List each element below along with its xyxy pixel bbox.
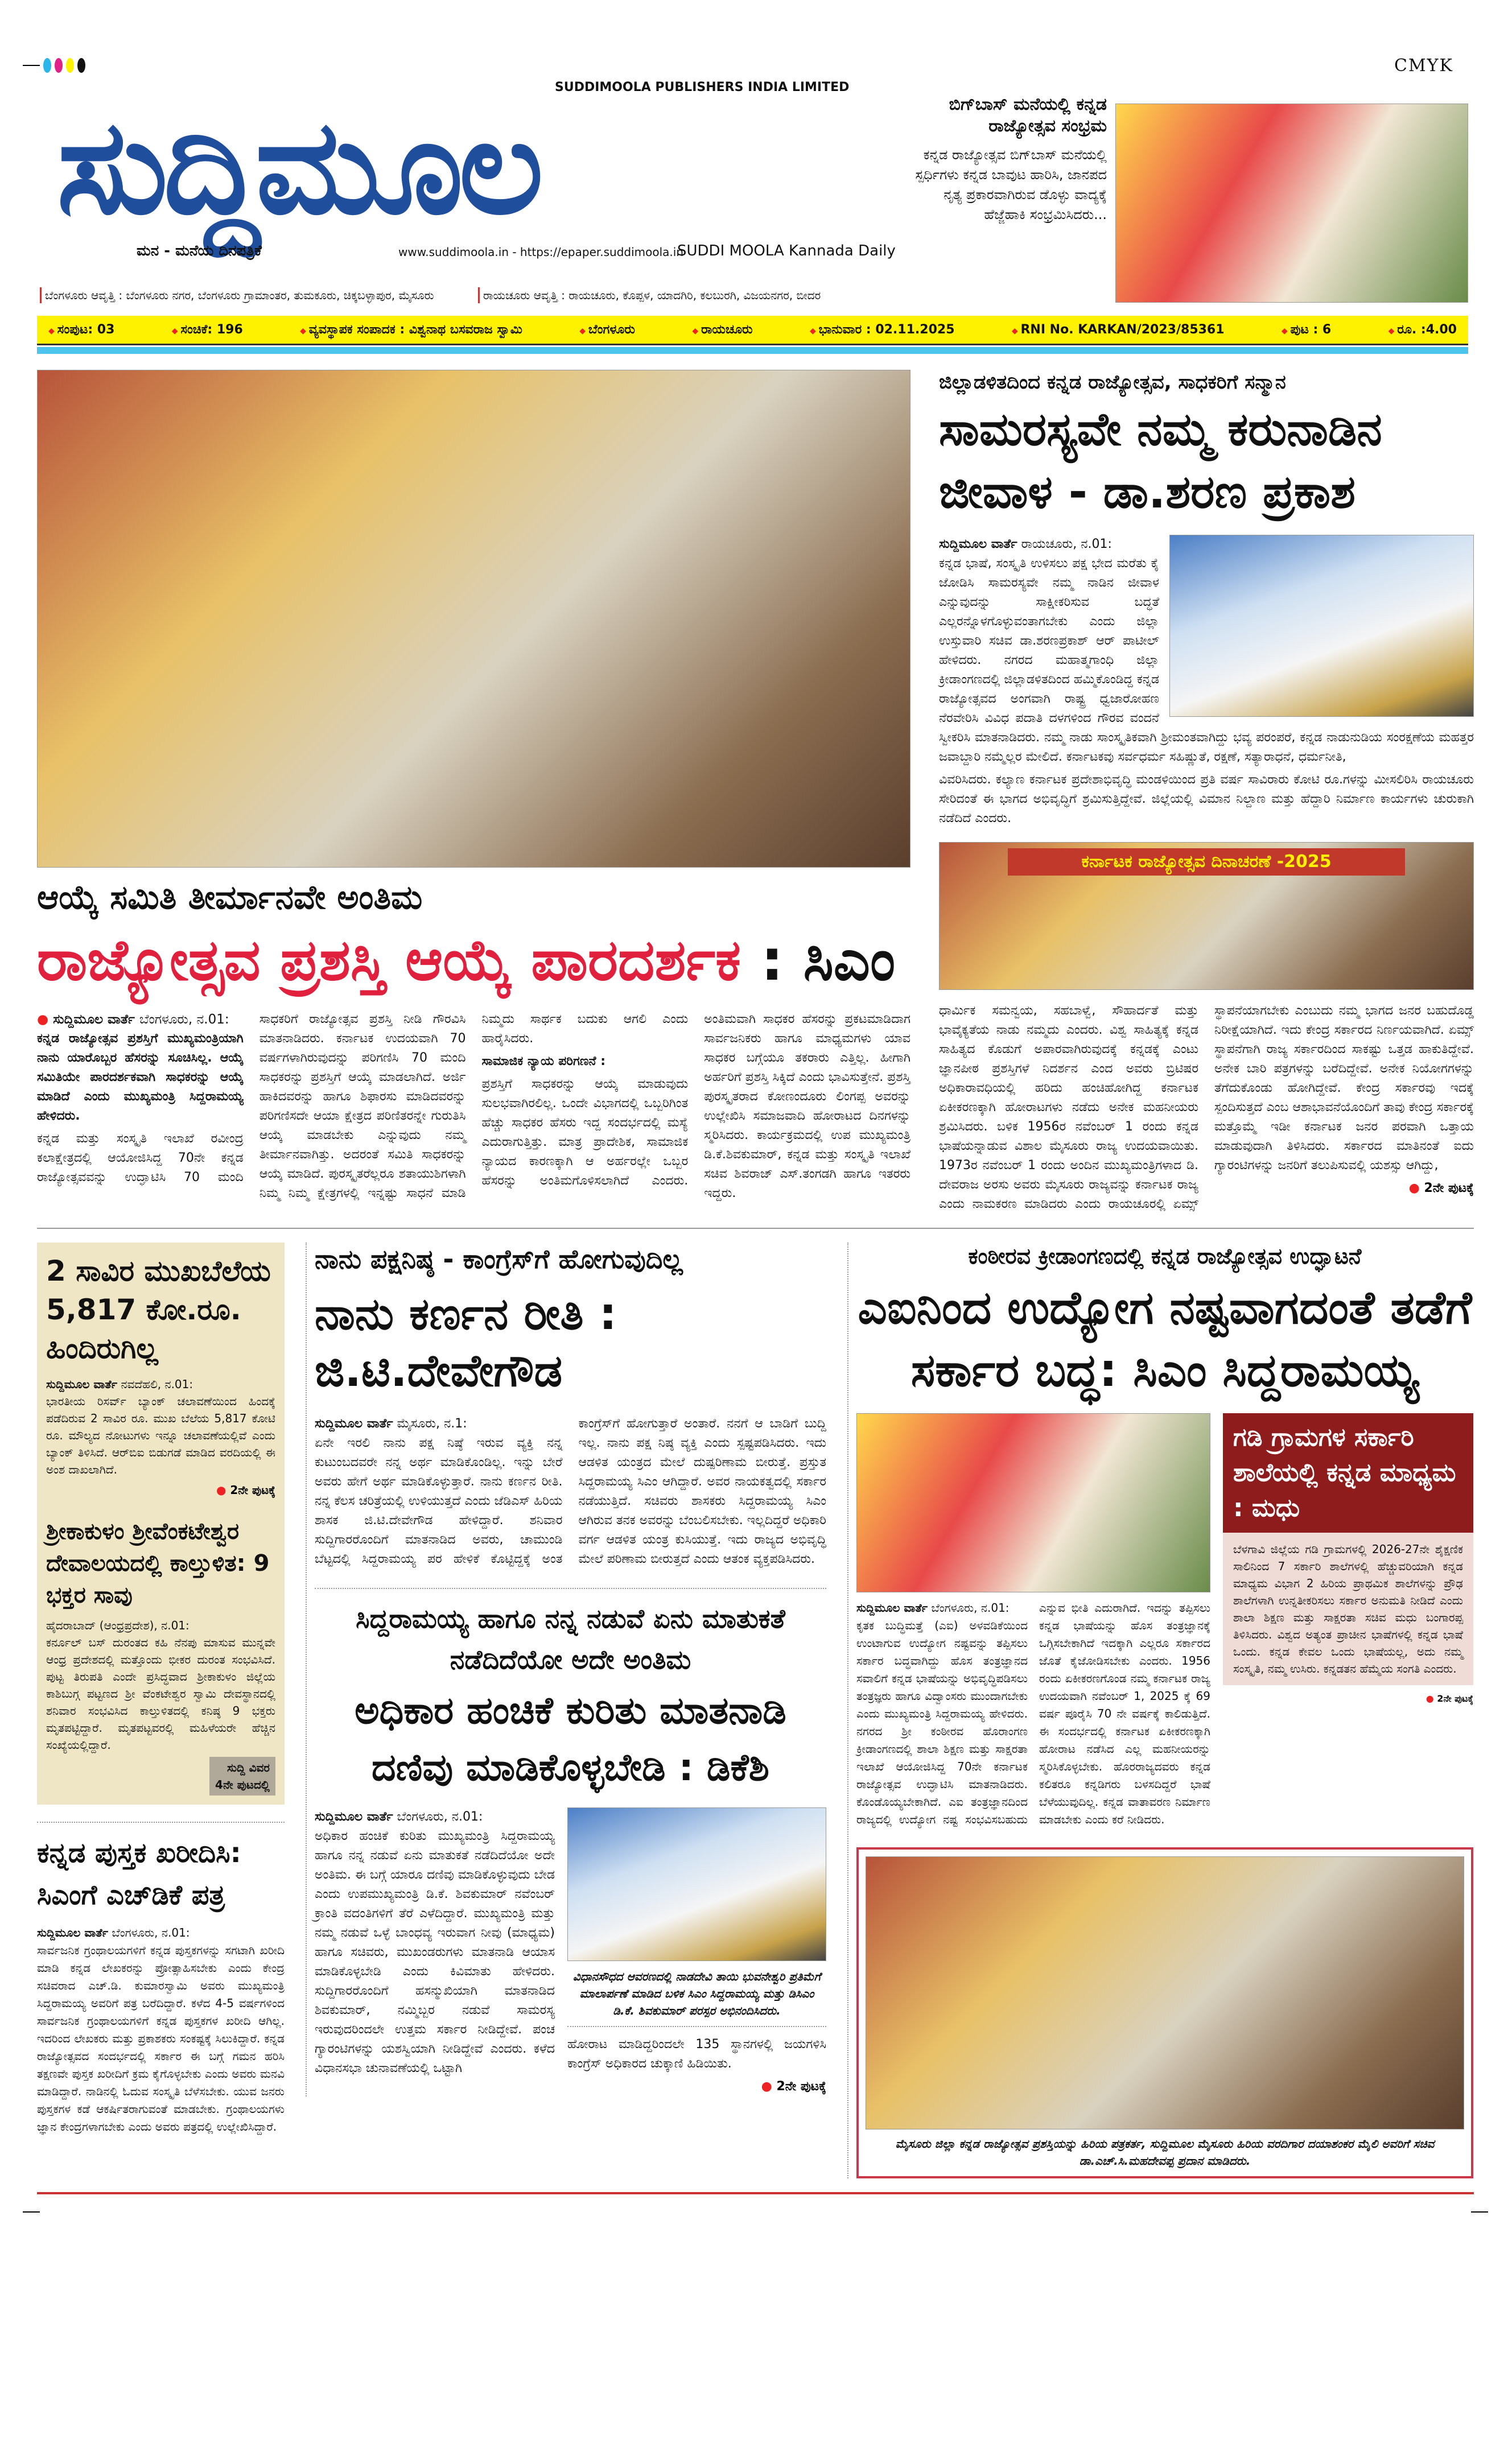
lead-headline: ರಾಜ್ಯೋತ್ಸವ ಪ್ರಶಸ್ತಿ ಆಯ್ಕೆ ಪಾರದರ್ಶಕ <box>37 927 741 994</box>
raichur-kicker: ಜಿಲ್ಲಾಡಳಿತದಿಂದ ಕನ್ನಡ ರಾಜ್ಯೋತ್ಸವ, ಸಾಧಕರಿಗೆ ಸನ್ಮಾನ <box>939 371 1286 394</box>
dks-headline: ಅಧಿಕಾರ ಹಂಚಿಕೆ ಕುರಿತು ಮಾತನಾಡಿ ದಣಿವು ಮಾಡಿಕೊಳ್ಳಬೇಡಿ : ಡಿಕೆಶಿ <box>355 1688 786 1789</box>
crop-mark <box>23 2211 40 2213</box>
rbi-body: ಭಾರತೀಯ ರಿಸರ್ವ್ ಬ್ಯಾಂಕ್ ಚಲಾವಣೆಯಿಂದ ಹಿಂದಕ್ಕೆ ಪಡೆದಿರುವ 2 ಸಾವಿರ ರೂ. ಮುಖ ಬೆಲೆಯ 5,817 ಕೋಟಿ ರೂ. ಮೌಲ್ಯದ ನೋಟುಗಳು ಇನ್ನೂ ಚಲಾವಣೆಯಲ್ಲಿವೆ ಎಂದು ಬ್ಯಾಂಕ್ ತಿಳಿಸಿದೆ. ಆರ್‌ಬಿಐ ಬಿಡುಗಡೆ ಮಾಡಿದ ವರದಿಯಲ್ಲಿ ಈ ಅಂಶ ದಾಖಲಾಗಿದೆ. <box>46 1394 275 1477</box>
bigboss-photo <box>1115 104 1468 303</box>
raichur-body-lower: ಧಾರ್ಮಿಕ ಸಮನ್ವಯ, ಸಹಬಾಳ್ವೆ, ಸೌಹಾರ್ದತೆ ಮತ್ತು ಭಾವೈಕ್ಯತೆಯ ನಾಡು ನಮ್ಮದು ಎಂದರು. ವಿಶ್ವ ಸಾಹಿತ್ಯಕ್ಕೆ ಕನ್ನಡ ಸಾಹಿತ್ಯದ ಕೊಡುಗೆ ಅಪಾರವಾಗಿರುವುದಕ್ಕೆ ಕನ್ನಡಕ್ಕೆ ಎಂಟು ಜ್ಞಾನಪೀಠ ಪ್ರಶಸ್ತಿಗಳೆ ನಿದರ್ಶನ ಎಂದ ಅವರು ಬ್ರಿಟಿಷರ ಅಧಿಕಾರಾವಧಿಯಲ್ಲಿ ಹರಿದು ಹಂಚಿಹೋಗಿದ್ದ ಕರ್ನಾಟಕ ಏಕೀಕರಣಕ್ಕಾಗಿ ಹೋರಾಟಗಳು ನಡೆದು ಅನೇಕ ಮಹನೀಯರು ಶ್ರಮಿಸಿದರು. ಬಳಿಕ 1956ರ ನವೆಂಬರ್ 1 ರಂದು ಕನ್ನಡ ಭಾಷೆಯನ್ನಾಡುವ ವಿಶಾಲ ಮೈಸೂರು ರಾಜ್ಯ ಉದಯವಾಯಿತು. 1973ರ ನವೆಂಬರ್ 1 ರಂದು ಅಂದಿನ ಮುಖ್ಯಮಂತ್ರಿಗಳಾದ ಡಿ. ದೇವರಾಜ ಅರಸು ಅವರು ಮೈಸೂರು ರಾಜ್ಯವನ್ನು ಕರ್ನಾಟಕ ರಾಜ್ಯ ಎಂದು ನಾಮಕರಣ ಮಾಡಿದರು ಎಂದು ರಾಯಚೂರಲ್ಲಿ ಏಮ್ಸ್ ಸ್ಥಾಪನೆಯಾಗಬೇಕು ಎಂಬುದು ನಮ್ಮ ಭಾಗದ ಜನರ ಬಹುದೊಡ್ಡ ನಿರೀಕ್ಷೆಯಾಗಿದೆ. ಇದು ಕೇಂದ್ರ ಸರ್ಕಾರದ ನಿರ್ಣಯವಾಗಿದೆ. ಏಮ್ಸ್ ಸ್ಥಾಪನೆಗಾಗಿ ರಾಜ್ಯ ಸರ್ಕಾರದಿಂದ ಸಾಕಷ್ಟು ಒತ್ತಡ ಹಾಕುತಿದ್ದೇವೆ. ಅನೇಕ ಬಾರಿ ಪತ್ರಗಳನ್ನು ಬರೆದಿದ್ದೇವೆ. ಅನೇಕ ನಿಯೋಗಗಳನ್ನು ತೆಗೆದುಕೊಂಡು ಹೋಗಿದ್ದೇವೆ. ಕೇಂದ್ರ ಸರ್ಕಾರವು ಇದಕ್ಕೆ ಸ್ಪಂದಿಸುತ್ತದೆ ಎಂಬ ಆಶಾಭಾವನೆಯೊಂದಿಗೆ ತಾವು ಕೇಂದ್ರ ಸರ್ಕಾರಕ್ಕೆ ಮತ್ತೊಮ್ಮೆ ಇಡೀ ಕರ್ನಾಟಕ ಜನರ ಪರವಾಗಿ ಒತ್ತಾಯ ಮಾಡುವುದಾಗಿ ತಿಳಿಸಿದರು. ಸರ್ಕಾರದ ಮಾತಿನಂತೆ ಐದು ಗ್ಯಾರಂಟಿಗಳನ್ನು ಜನರಿಗೆ ತಲುಪಿಸುವಲ್ಲಿ ಯಶಸ್ಸು ಆಗಿದ್ದು, <box>939 1004 1474 1212</box>
continued-link[interactable]: ● 2ನೇ ಪುಟಕ್ಕೆ <box>1214 1179 1474 1198</box>
dks-body: ಅಧಿಕಾರ ಹಂಚಿಕೆ ಕುರಿತು ಮುಖ್ಯಮಂತ್ರಿ ಸಿದ್ದರಾಮಯ್ಯ ಹಾಗೂ ನನ್ನ ನಡುವೆ ಏನು ಮಾತುಕತೆ ನಡೆದಿದೆಯೋ ಅದೇ ಅಂತಿಮ. ಈ ಬಗ್ಗೆ ಯಾರೂ ದಣಿವು ಮಾಡಿಕೊಳ್ಳುವುದು ಬೇಡ ಎಂದು ಉಪಮುಖ್ಯಮಂತ್ರಿ ಡಿ.ಕೆ. ಶಿವಕುಮಾರ್ ನವೆಂಬರ್ ಕ್ರಾಂತಿ ವದಂತಿಗಳಿಗೆ ತೆರೆ ಎಳೆದಿದ್ದಾರೆ. ಮುಖ್ಯಮಂತ್ರಿ ಮತ್ತು ನಮ್ಮ ನಡುವೆ ಒಳ್ಳೆ ಬಾಂಧವ್ಯ ಇರುವಾಗ ನೀವು (ಮಾಧ್ಯಮ) ಹಾಗೂ ಸಚಿವರು, ಮುಖಂಡರುಗಳು ಮಾತನಾಡಿ ಆಯಾಸ ಮಾಡಿಕೊಳ್ಳಬೇಡಿ ಎಂದು ಕಿವಿಮಾತು ಹೇಳಿದರು. ಸುದ್ದಿಗಾರರೊಂದಿಗೆ ಹಸನ್ಮುಖಿಯಾಗಿ ಮಾತನಾಡಿದ ಶಿವಕುಮಾರ್, ನಮ್ಮಿಬ್ಬರ ನಡುವೆ ಸಾಮರಸ್ಯ ಇರುವುದರಿಂದಲೇ ಉತ್ತಮ ಸರ್ಕಾರ ನೀಡಿದ್ದೇವೆ. ಪಂಚ ಗ್ಯಾರಂಟಿಗಳನ್ನು ಯಶಸ್ವಿಯಾಗಿ ನೀಡಿದ್ದೇವೆ ಎಂದರು. ಕಳೆದ ವಿಧಾನಸಭಾ ಚುನಾವಣೆಯಲ್ಲಿ ಒಟ್ಟಾಗಿ <box>315 1829 555 2075</box>
ai-story[interactable] <box>856 1243 1473 1401</box>
byline: ಸುದ್ದಿಮೂಲ ವಾರ್ತೆ <box>46 1377 118 1392</box>
more-details-label: ಸುದ್ದಿ ವಿವರ <box>226 1761 270 1775</box>
rbi-headline: 2 ಸಾವಿರ ಮುಖಬೆಲೆಯ 5,817 ಕೋ.ರೂ. ಹಿಂದಿರುಗಿಲ್ಲ <box>46 1254 271 1365</box>
raichur-edition: ರಾಯಚೂರು ಆವೃತ್ತಿ : ರಾಯಚೂರು, ಕೊಪ್ಪಳ, ಯಾದಗಿರಿ, ಕಲಬುರಗಿ, ವಿಜಯನಗರ, ಬೀದರ <box>478 287 821 303</box>
info-bar <box>37 316 1468 345</box>
bengaluru-edition: ಬೆಂಗಳೂರು ಆವೃತ್ತಿ : ಬೆಂಗಳೂರು ನಗರ, ಬೆಂಗಳೂರು ಗ್ರಾಮಾಂತರ, ತುಮಕೂರು, ಚಿಕ್ಕಬಳ್ಳಾಪುರ, ಮೈಸೂರು <box>40 287 434 303</box>
lead-headline-attribution: : ಸಿಎಂ <box>760 927 896 994</box>
raichur-headline: ಸಾಮರಸ್ಯವೇ ನಮ್ಮ ಕರುನಾಡಿನ ಜೀವಾಳ - ಡಾ.ಶರಣ ಪ್ರಕಾಶ <box>939 403 1382 519</box>
hdk-headline: ಕನ್ನಡ ಪುಸ್ತಕ ಖರೀದಿಸಿ: ಸಿಎಂಗೆ ಎಚ್‌ಡಿಕೆ ಪತ್ರ <box>37 1837 241 1912</box>
photo-banner: ಕರ್ನಾಟಕ ರಾಜ್ಯೋತ್ಸವ ದಿನಾಚರಣೆ -2025 <box>1008 848 1405 876</box>
price: ◆ ರೂ. :4.00 <box>1388 323 1457 337</box>
flag-hoisting-photo <box>1169 535 1474 717</box>
dks-story[interactable] <box>315 1588 826 2096</box>
gtd-headline: ನಾನು ಕರ್ಣನ ರೀತಿ : ಜಿ.ಟಿ.ದೇವೇಗೌಡ <box>315 1288 617 1397</box>
cmyk-mark: CMYK <box>1394 56 1453 76</box>
gtd-story[interactable] <box>315 1243 826 1571</box>
lead-story[interactable]: ಆಯ್ಕೆ ಸಮಿತಿ ತೀರ್ಮಾನವೇ ಅಂತಿಮ ರಾಜ್ಯೋತ್ಸವ ಪ್ರಶಸ್ತಿ ಆಯ್ಕೆ ಪಾರದರ್ಶಕ : ಸಿಎಂ ● ಸುದ್ದಿಮೂಲ ವಾರ್ತೆ ಬೆಂಗಳೂರು, ನ.01: ಕನ್ನಡ ರಾಜ್ಯೋತ್ಸವ ಪ್ರಶಸ್ತಿಗೆ ಮುಖ್ಯಮಂತ್ರಿಯಾಗಿ ನಾನು ಯಾರೊಬ್ಬರ ಹೆಸರನ್ನು ಸೂಚಿಸಿಲ್ಲ. ಆಯ್ಕೆ ಸಮಿತಿಯೇ ಪಾರದರ್ಶಕವಾಗಿ ಸಾಧಕರನ್ನು ಆಯ್ಕೆ ಮಾಡಿದೆ ಎಂದು ಮುಖ್ಯಮಂತ್ರಿ ಸಿದ್ದರಾಮಯ್ಯ ಹೇಳಿದರು. ಕನ್ನಡ ಮತ್ತು ಸಂಸ್ಕೃತಿ ಇಲಾಖೆ ರವೀಂದ್ರ ಕಲಾಕ್ಷೇತ್ರದಲ್ಲಿ ಆಯೋಜಿಸಿದ್ದ 70ನೇ ಕನ್ನಡ ರಾಜ್ಯೋತ್ಸವವನ್ನು ಉದ್ಘಾಟಿಸಿ 70 ಮಂದಿ ಸಾಧಕರಿಗೆ ರಾಜ್ಯೋತ್ಸವ ಪ್ರಶಸ್ತಿ ನೀಡಿ ಗೌರವಿಸಿ ಮಾತನಾಡಿದರು. ಕರ್ನಾಟಕ ಉದಯವಾಗಿ 70 ವರ್ಷಗಳಾಗಿರುವುದನ್ನು ಪರಿಗಣಿಸಿ 70 ಮಂದಿ ಸಾಧಕರನ್ನು ಪ್ರಶಸ್ತಿಗೆ ಆಯ್ಕೆ ಮಾಡಲಾಗಿದೆ. ಅರ್ಜಿ ಹಾಕಿದವರನ್ನು ಹಾಗೂ ಶಿಫಾರಸು ಮಾಡಿದವರನ್ನು ಪರಿಗಣಿಸದೇ ಆಯಾ ಕ್ಷೇತ್ರದ ಪರಿಣಿತರನ್ನೇ ಗುರುತಿಸಿ ಆಯ್ಕೆ ಮಾಡಬೇಕು ಎನ್ನುವುದು ನಮ್ಮ ತೀರ್ಮಾನವಾಗಿತ್ತು. ಅದರಂತೆ ಸಮಿತಿ ಸಾಧಕರನ್ನು ಆಯ್ಕೆ ಮಾಡಿದೆ. ಪುರಸ್ಕೃತರೆಲ್ಲರೂ ಶತಾಯುಶಿಗಳಾಗಿ ನಿಮ್ಮ ನಿಮ್ಮ ಕ್ಷೇತ್ರಗಳಲ್ಲಿ ಇನ್ನಷ್ಟು ಸಾಧನೆ ಮಾಡಿ ನಿಮ್ಮದು ಸಾರ್ಥಕ ಬದುಕು ಆಗಲಿ ಎಂದು ಹಾರೈಸಿದರು. ಸಾಮಾಜಿಕ ನ್ಯಾಯ ಪರಿಗಣನೆ : ಪ್ರಶಸ್ತಿಗೆ ಸಾಧಕರನ್ನು ಆಯ್ಕೆ ಮಾಡುವುದು ಸುಲಭವಾಗಿರಲಿಲ್ಲ. ಒಂದೇ ವಿಭಾಗದಲ್ಲಿ ಒಬ್ಬರಿಗಿಂತ ಹೆಚ್ಚು ಸಾಧಕರ ಹೆಸರು ಇದ್ದ ಸಂದರ್ಭದಲ್ಲಿ ಮಸ್ಯೆ ಎದುರಾಗುತ್ತಿತ್ತು. ಮಾತ್ರ ಪ್ರಾದೇಶಿಕ, ಸಾಮಾಜಿಕ ನ್ಯಾಯದ ಕಾರಣಕ್ಕಾಗಿ ಆ ಅರ್ಹರಲ್ಲೇ ಒಬ್ಬರ ಹೆಸರನ್ನು ಅಂತಿಮಗೊಳಿಸಲಾಗಿದೆ ಎಂದರು. ಅಂತಿಮವಾಗಿ ಸಾಧಕರ ಹೆಸರನ್ನು ಪ್ರಕಟಮಾಡಿದಾಗ ಸಾರ್ವಜನಿಕರು ಹಾಗೂ ಮಾಧ್ಯಮಗಳು ಯಾವ ಸಾಧಕರ ಬಗ್ಗೆಯೂ ತಕರಾರು ಎತ್ತಿಲ್ಲ. ಹೀಗಾಗಿ ಅರ್ಹರಿಗೆ ಪ್ರಶಸ್ತಿ ಸಿಕ್ಕಿದೆ ಎಂದು ಭಾವಿಸುತ್ತೇನೆ. ಪ್ರಶಸ್ತಿ ಪುರಸ್ಕೃತರಾದ ಕೋಣಂದೂರು ಲಿಂಗಪ್ಪ ಅವರನ್ನು ಉಲ್ಲೇಖಿಸಿ ಸಮಾಜವಾದಿ ಹೋರಾಟದ ದಿನಗಳನ್ನು ಸ್ಮರಿಸಿದರು. ಕಾರ್ಯಕ್ರಮದಲ್ಲಿ ಉಪ ಮುಖ್ಯಮಂತ್ರಿ ಡಿ.ಕೆ.ಶಿವಕುಮಾರ್, ಕನ್ನಡ ಮತ್ತು ಸಂಸ್ಕೃತಿ ಇಲಾಖೆ ಸಚಿವ ಶಿವರಾಜ್ ಎಸ್.ತಂಗಡಗಿ ಹಾಗೂ ಇತರರು ಇದ್ದರು. <box>37 370 910 1203</box>
madhu-headline: ಗಡಿ ಗ್ರಾಮಗಳ ಸರ್ಕಾರಿ ಶಾಲೆಯಲ್ಲಿ ಕನ್ನಡ ಮಾಧ್ಯಮ : ಮಧು <box>1223 1413 1473 1533</box>
siddaramaiah-dks-photo <box>567 1807 826 1961</box>
dateline: ರಾಯಚೂರು, ನ.01: <box>1021 537 1112 552</box>
raichur-body: ಕನ್ನಡ ಭಾಷೆ, ಸಂಸ್ಕೃತಿ ಉಳಿಸಲು ಪಕ್ಷ ಭೇದ ಮರೆತು ಕೈ ಜೋಡಿಸಿ ಸಾಮರಸ್ಯವೇ ನಮ್ಮ ನಾಡಿನ ಜೀವಾಳ ಎನ್ನುವುದನ್ನು ಸಾಕ್ಷೀಕರಿಸುವ ಬದ್ಧತೆ ಎಲ್ಲರನ್ನೊಳಗೊಳ್ಳುವಂತಾಗಬೇಕು ಎಂದು ಜಿಲ್ಲಾ ಉಸ್ತುವಾರಿ ಸಚಿವ ಡಾ.ಶರಣಪ್ರಕಾಶ್ ಆರ್ ಪಾಟೀಲ್ ಹೇಳಿದರು. ನಗರದ ಮಹಾತ್ಮಗಾಂಧಿ ಜಿಲ್ಲಾ ಕ್ರೀಡಾಂಗಣದಲ್ಲಿ ಜಿಲ್ಲಾಡಳಿತದಿಂದ ಹಮ್ಮಿಕೊಂಡಿದ್ದ ಕನ್ನಡ ರಾಜ್ಯೋತ್ಸವದ ಅಂಗವಾಗಿ ರಾಷ್ಟ್ರ ಧ್ವಜಾರೋಹಣ ನೆರವೇರಿಸಿ ವಿವಿಧ ಪದಾತಿ ದಳಗಳಿಂದ ಗೌರವ ವಂದನೆ ಸ್ವೀಕರಿಸಿ ಮಾತನಾಡಿದರು. ನಮ್ಮ ನಾಡು ಸಾಂಸ್ಕೃತಿಕವಾಗಿ ಶ್ರೀಮಂತವಾಗಿದ್ದು ಭವ್ಯ ಪರಂಪರೆ, ಕನ್ನಡ ನಾಡುನುಡಿಯ ಸಂರಕ್ಷಣೆಯ ಮಹತ್ತರ ಜವಾಬ್ದಾರಿ ನಮ್ಮೆಲ್ಲರ ಮೇಲಿದೆ. ಕರ್ನಾಟಕವು ಸರ್ವಧರ್ಮ ಸಹಿಷ್ಣುತೆ, ರಕ್ಷಣೆ, ಸತ್ಯಾರಾಧನೆ, ಧರ್ಮನೀತಿ, <box>939 556 1474 765</box>
byline: ಸುದ್ದಿಮೂಲ ವಾರ್ತೆ <box>939 537 1017 552</box>
divider <box>37 1228 1474 1229</box>
teaser-headline: ಬಿಗ್‌ಬಾಸ್ ಮನೆಯಲ್ಲಿ ಕನ್ನಡ ರಾಜ್ಯೋತ್ಸವ ಸಂಭ್ರಮ <box>949 94 1107 136</box>
teaser[interactable] <box>899 94 1107 225</box>
more-details-badge[interactable] <box>209 1757 275 1796</box>
lead-body: ಕನ್ನಡ ಮತ್ತು ಸಂಸ್ಕೃತಿ ಇಲಾಖೆ ರವೀಂದ್ರ ಕಲಾಕ್ಷೇತ್ರದಲ್ಲಿ ಆಯೋಜಿಸಿದ್ದ 70ನೇ ಕನ್ನಡ ರಾಜ್ಯೋತ್ಸವವನ್ನು ಉದ್ಘಾಟಿಸಿ 70 ಮಂದಿ ಸಾಧಕರಿಗೆ ರಾಜ್ಯೋತ್ಸವ ಪ್ರಶಸ್ತಿ ನೀಡಿ ಗೌರವಿಸಿ ಮಾತನಾಡಿದರು. ಕರ್ನಾಟಕ ಉದಯವಾಗಿ 70 ವರ್ಷಗಳಾಗಿರುವುದನ್ನು ಪರಿಗಣಿಸಿ 70 ಮಂದಿ ಸಾಧಕರನ್ನು ಪ್ರಶಸ್ತಿಗೆ ಆಯ್ಕೆ ಮಾಡಲಾಗಿದೆ. ಅರ್ಜಿ ಹಾಕಿದವರನ್ನು ಹಾಗೂ ಶಿಫಾರಸು ಮಾಡಿದವರನ್ನು ಪರಿಗಣಿಸದೇ ಆಯಾ ಕ್ಷೇತ್ರದ ಪರಿಣಿತರನ್ನೇ ಗುರುತಿಸಿ ಆಯ್ಕೆ ಮಾಡಬೇಕು ಎನ್ನುವುದು ನಮ್ಮ ತೀರ್ಮಾನವಾಗಿತ್ತು. ಅದರಂತೆ ಸಮಿತಿ ಸಾಧಕರನ್ನು ಆಯ್ಕೆ ಮಾಡಿದೆ. ಪುರಸ್ಕೃತರೆಲ್ಲರೂ ಶತಾಯುಶಿಗಳಾಗಿ ನಿಮ್ಮ ನಿಮ್ಮ ಕ್ಷೇತ್ರಗಳಲ್ಲಿ ಇನ್ನಷ್ಟು ಸಾಧನೆ ಮಾಡಿ ನಿಮ್ಮದು ಸಾರ್ಥಕ ಬದುಕು ಆಗಲಿ ಎಂದು ಹಾರೈಸಿದರು. <box>37 1012 689 1201</box>
tagline: ಮನ - ಮನೆಯ ದಿನಪತ್ರಿಕೆ <box>137 242 262 259</box>
crop-marks <box>23 2211 1488 2213</box>
continued-link[interactable]: ● 2ನೇ ಪುಟಕ್ಕೆ <box>567 2077 826 2096</box>
ai-headline: ಎಐನಿಂದ ಉದ್ಯೋಗ ನಷ್ಟವಾಗದಂತೆ ತಡೆಗೆ ಸರ್ಕಾರ ಬದ್ಧ: ಸಿಎಂ ಸಿದ್ದರಾಮಯ್ಯ <box>858 1281 1472 1397</box>
byline: ಸುದ್ದಿಮೂಲ ವಾರ್ತೆ <box>53 1012 135 1027</box>
managing-editor: ◆ ವ್ಯವಸ್ಥಾಪಕ ಸಂಪಾದಕ : ವಿಶ್ವನಾಥ ಬಸವರಾಜ ಸ್ವಾಮಿ <box>300 323 522 337</box>
dateline: ಬೆಂಗಳೂರು, ನ.01: <box>112 1926 190 1940</box>
dateline: ಬೆಂಗಳೂರು, ನ.01: <box>931 1600 1010 1615</box>
english-name: SUDDI MOOLA Kannada Daily <box>677 242 896 259</box>
ai-kicker: ಕಂಠೀರವ ಕ್ರೀಡಾಂಗಣದಲ್ಲಿ ಕನ್ನಡ ರಾಜ್ಯೋತ್ಸವ ಉದ್ಘಾಟನೆ <box>968 1244 1362 1269</box>
dks-body-2: ಹೋರಾಟ ಮಾಡಿದ್ದರಿಂದಲೇ 135 ಸ್ಥಾನಗಳಲ್ಲಿ ಜಯಗಳಿಸಿ ಕಾಂಗ್ರೆಸ್ ಅಧಿಕಾರದ ಚುಕ್ಕಾಣಿ ಹಿಡಿಯಿತು. <box>567 2037 826 2071</box>
publisher-name: SUDDIMOOLA PUBLISHERS INDIA LIMITED <box>555 80 850 94</box>
dateline: ಬೆಂಗಳೂರು, ನ.01: <box>139 1012 229 1027</box>
crop-mark <box>1471 2211 1488 2213</box>
color-registration-dots <box>23 57 85 74</box>
bottom-rule <box>37 2192 1474 2194</box>
website: www.suddimoola.in - https://epaper.suddimoola.in <box>398 245 684 259</box>
lead-kicker: ಆಯ್ಕೆ ಸಮಿತಿ ತೀರ್ಮಾನವೇ ಅಂತಿಮ <box>37 878 423 917</box>
city-bengaluru: ◆ ಬೆಂಗಳೂರು <box>579 323 635 337</box>
dks-photo-caption: ವಿಧಾನಸೌಧದ ಆವರಣದಲ್ಲಿ ನಾಡದೇವಿ ತಾಯಿ ಭುವನೇಶ್ವರಿ ಪ್ರತಿಮೆಗೆ ಮಾಲಾರ್ಪಣೆ ಮಾಡಿದ ಬಳಿಕ ಸಿಎಂ ಸಿದ್ದರಾಮಯ್ಯ ಮತ್ತು ಡಿಸಿಎಂ ಡಿ.ಕೆ. ಶಿವಕುಮಾರ್ ಪರಸ್ಪರ ಅಭಿನಂದಿಸಿದರು. <box>567 1961 826 2027</box>
byline: ಸುದ್ದಿಮೂಲ ವಾರ್ತೆ <box>315 1416 393 1431</box>
teaser-text: ಕನ್ನಡ ರಾಜ್ಯೋತ್ಸವ ಬಿಗ್‌ಬಾಸ್ ಮನೆಯಲ್ಲಿ ಸ್ಪರ್ಧಿಗಳು ಕನ್ನಡ ಬಾವುಟ ಹಾರಿಸಿ, ಜಾನಪದ ನೃತ್ಯ ಪ್ರಕಾರವಾಗಿರುವ ಡೊಳ್ಳು ವಾದ್ಯಕ್ಕೆ ಹೆಜ್ಜೆಹಾಕಿ ಸಂಭ್ರಮಿಸಿದರು... <box>915 147 1107 222</box>
stampede-body: ಕರ್ನೂಲ್ ಬಸ್ ದುರಂತದ ಕಹಿ ನೆನಪು ಮಾಸುವ ಮುನ್ನವೇ ಆಂಧ್ರ ಪ್ರದೇಶದಲ್ಲಿ ಮತ್ತೊಂದು ಭೀಕರ ದುರಂತ ಸಂಭವಿಸಿದೆ. ಪುಟ್ಟ ತಿರುಪತಿ ಎಂದೇ ಪ್ರಸಿದ್ಧವಾದ ಶ್ರೀಕಾಕುಳಂ ಜಿಲ್ಲೆಯ ಕಾಶಿಬುಗ್ಗ ಪಟ್ಟಣದ ಶ್ರೀ ವೆಂಕಟೇಶ್ವರ ಸ್ವಾಮಿ ದೇವಸ್ಥಾನದಲ್ಲಿ ಶನಿವಾರ ಸಂಭವಿಸಿದ ಕಾಲ್ತುಳಿತದಲ್ಲಿ ಕನಿಷ್ಠ 9 ಭಕ್ತರು ಮೃತಪಟ್ಟಿದ್ದಾರೆ. ಮೃತಪಟ್ಟವರಲ್ಲಿ ಮಹಿಳೆಯರೇ ಹೆಚ್ಚಿನ ಸಂಖ್ಯೆಯಲ್ಲಿದ್ದಾರೆ. <box>46 1636 275 1752</box>
gtd-body: ಏನೇ ಇರಲಿ ನಾನು ಪಕ್ಷ ನಿಷ್ಠೆ ಇರುವ ವ್ಯಕ್ತಿ ನನ್ನ ಕುಟುಂಬದವರೇ ನನ್ನ ಅರ್ಥ ಮಾಡಿಕೊಂಡಿಲ್ಲ. ಇನ್ನು ಬೇರೆ ಅವರು ಹೇಗೆ ಅರ್ಥ ಮಾಡಿಕೊಳ್ಳುತ್ತಾರೆ. ನಾನು ಕರ್ಣನ ರೀತಿ. ನನ್ನ ಕೆಲಸ ಚರಿತ್ರೆಯಲ್ಲಿ ಉಳಿಯುತ್ತದೆ ಎಂದು ಜೆಡಿಎಸ್ ಹಿರಿಯ ಶಾಸಕ ಜಿ.ಟಿ.ದೇವೇಗೌಡ ಹೇಳಿದ್ದಾರೆ. ಶನಿವಾರ ಸುದ್ದಿಗಾರರೊಂದಿಗೆ ಮಾತನಾಡಿದ ಅವರು, ಚಾಮುಂಡಿ ಬೆಟ್ಟದಲ್ಲಿ ಸಿದ್ದರಾಮಯ್ಯ ಪರ ಹೇಳಿಕೆ ಕೊಟ್ಟಿದ್ದಕ್ಕೆ ಅಂತ ಕಾಂಗ್ರೆಸ್‌ಗೆ ಹೋಗುತ್ತಾರೆ ಅಂತಾರೆ. ನನಗೆ ಆ ಬಾಡಿಗೆ ಬುದ್ದಿ ಇಲ್ಲ. ನಾನು ಪಕ್ಷ ನಿಷ್ಠ ವ್ಯಕ್ತಿ ಎಂದು ಸ್ಪಷ್ಟಪಡಿಸಿದರು. ಇದು ಆಡಳಿತ ಯಂತ್ರದ ಮೇಲೆ ದುಷ್ಪರಿಣಾಮ ಬೀರುತ್ತೆ. ಪ್ರಸ್ತುತ ಸಿದ್ದರಾಮಯ್ಯ ಸಿಎಂ ಆಗಿದ್ದಾರೆ. ಅವರ ನಾಯಕತ್ವದಲ್ಲಿ ಸರ್ಕಾರ ನಡೆಯುತ್ತಿದೆ. ಸಚಿವರು ಶಾಸಕರು ಸಿದ್ದರಾಮಯ್ಯ ಸಿಎಂ ಆಗಿರುವ ತನಕ ಅವರನ್ನು ಬೆಂಬಲಿಸಬೇಕು. ಇಲ್ಲದಿದ್ದರೆ ಅಧಿಕಾರಿ ವರ್ಗ ಆಡಳಿತ ಯಂತ್ರ ಕುಸಿಯುತ್ತೆ. ಇದು ರಾಜ್ಯದ ಅಭಿವೃದ್ಧಿ ಮೇಲೆ ಪರಿಣಾಮ ಬೀರುತ್ತದೆ ಎಂದು ಆತಂಕ ವ್ಯಕ್ತಪಡಿಸಿದರು. <box>315 1416 826 1566</box>
column-rule <box>306 1243 826 2096</box>
date: ◆ ಭಾನುವಾರ : 02.11.2025 <box>810 323 954 337</box>
mysuru-award-photo <box>866 1856 1464 2129</box>
column-rule <box>847 1243 1473 2178</box>
lead-intro: ಕನ್ನಡ ರಾಜ್ಯೋತ್ಸವ ಪ್ರಶಸ್ತಿಗೆ ಮುಖ್ಯಮಂತ್ರಿಯಾಗಿ ನಾನು ಯಾರೊಬ್ಬರ ಹೆಸರನ್ನು ಸೂಚಿಸಿಲ್ಲ. ಆಯ್ಕೆ ಸಮಿತಿಯೇ ಪಾರದರ್ಶಕವಾಗಿ ಸಾಧಕರನ್ನು ಆಯ್ಕೆ ಮಾಡಿದೆ ಎಂದು ಮುಖ್ಯಮಂತ್ರಿ ಸಿದ್ದರಾಮಯ್ಯ ಹೇಳಿದರು. <box>37 1031 244 1124</box>
madhu-body: ಬೆಳಗಾವಿ ಜಿಲ್ಲೆಯ ಗಡಿ ಗ್ರಾಮಗಳಲ್ಲಿ 2026-27ನೇ ಶೈಕ್ಷಣಿಕ ಸಾಲಿನಿಂದ 7 ಸರ್ಕಾರಿ ಶಾಲೆಗಳಲ್ಲಿ ಹೆಚ್ಚುವರಿಯಾಗಿ ಕನ್ನಡ ಮಾಧ್ಯಮ ವಿಭಾಗ 2 ಹಿರಿಯ ಪ್ರಾಥಮಿಕ ಶಾಲೆಗಳನ್ನು ಪ್ರೌಢ ಶಾಲೆಗಳಾಗಿ ಉನ್ನತೀಕರಿಸಲು ಸರ್ಕಾರ ಅನುಮತಿ ನೀಡಿದೆ ಎಂದು ಶಾಲಾ ಶಿಕ್ಷಣ ಮತ್ತು ಸಾಕ್ಷರತಾ ಸಚಿವ ಮಧು ಬಂಗಾರಪ್ಪ ತಿಳಿಸಿದರು. ವಿಶ್ವದ ಅತ್ಯಂತ ಪ್ರಾಚೀನ ಭಾಷೆಗಳಲ್ಲಿ ಕನ್ನಡ ಭಾಷೆ ಒಂದು. ಕನ್ನಡ ಕೇವಲ ಒಂದು ಭಾಷೆಯಲ್ಲ, ಅದು ನಮ್ಮ ಸಂಸ್ಕೃತಿ, ನಮ್ಮ ಉಸಿರು. ಕನ್ನಡತನ ಹೆಮ್ಮೆಯ ಸಂಗತಿ ಎಂದರು. <box>1233 1542 1463 1675</box>
raichur-story[interactable] <box>939 370 1474 1214</box>
dateline: ಹೈದರಾಬಾದ್ (ಆಂಧ್ರಪ್ರದೇಶ), ನ.01: <box>46 1619 189 1633</box>
continued-link[interactable]: ● 2ನೇ ಪುಟಕ್ಕೆ <box>1223 1693 1473 1704</box>
volume: ◆ ಸಂಪುಟ: 03 <box>48 323 114 337</box>
brief-box[interactable] <box>37 1243 285 1805</box>
madhu-box[interactable] <box>1223 1413 1473 1685</box>
dks-kicker: ಸಿದ್ದರಾಮಯ್ಯ ಹಾಗೂ ನನ್ನ ನಡುವೆ ಏನು ಮಾತುಕತೆ ನಡೆದಿದೆಯೋ ಅದೇ ಅಂತಿಮ <box>356 1603 785 1675</box>
hdk-story[interactable] <box>37 1822 285 2136</box>
award-photo-caption: ಮೈಸೂರು ಜಿಲ್ಲಾ ಕನ್ನಡ ರಾಜ್ಯೋತ್ಸವ ಪ್ರಶಸ್ತಿಯನ್ನು ಹಿರಿಯ ಪತ್ರಕರ್ತ, ಸುದ್ದಿಮೂಲ ಮೈಸೂರು ಹಿರಿಯ ವರದಿಗಾರ ದಯಾಶಂಕರ ಮೈಲಿ ಅವರಿಗೆ ಸಚಿವ ಡಾ.ಎಚ್.ಸಿ.ಮಹದೇವಪ್ಪ ಪ್ರದಾನ ಮಾಡಿದರು. <box>895 2136 1435 2168</box>
raichur-felicitation-photo <box>939 842 1474 990</box>
byline: ಸುದ್ದಿಮೂಲ ವಾರ್ತೆ <box>37 1926 109 1940</box>
stadium-parade-photo <box>856 1413 1210 1592</box>
dateline: ನವದೆಹಲಿ, ನ.01: <box>121 1377 193 1392</box>
lead-subhead: ಸಾಮಾಜಿಕ ನ್ಯಾಯ ಪರಿಗಣನೆ : <box>481 1054 606 1069</box>
page-count: ◆ ಪುಟ : 6 <box>1282 323 1331 337</box>
raichur-body-right: ವಿವರಿಸಿದರು. ಕಲ್ಯಾಣ ಕರ್ನಾಟಕ ಪ್ರದೇಶಾಭಿವೃದ್ಧಿ ಮಂಡಳಿಯಿಂದ ಪ್ರತಿ ವರ್ಷ ಸಾವಿರಾರು ಕೋಟಿ ರೂ.ಗಳನ್ನು ಮೀಸಲಿರಿಸಿ ರಾಯಚೂರು ಸೇರಿದಂತೆ ಈ ಭಾಗದ ಅಭಿವೃದ್ಧಿಗೆ ಶ್ರಮಿಸುತ್ತಿದ್ದೇವೆ. ಜಿಲ್ಲೆಯಲ್ಲಿ ವಿಮಾನ ನಿಲ್ದಾಣ ಮತ್ತು ಹೆದ್ದಾರಿ ನಿರ್ಮಾಣ ಕಾರ್ಯಗಳು ಚುರುಕಾಗಿ ನಡೆದಿದೆ ಎಂದರು. <box>939 773 1474 826</box>
more-details-page: 4ನೇ ಪುಟದಲ್ಲಿ <box>215 1778 270 1792</box>
byline: ಸುದ್ದಿಮೂಲ ವಾರ್ತೆ <box>856 1600 928 1615</box>
stampede-headline: ಶ್ರೀಕಾಕುಳಂ ಶ್ರೀವೆಂಕಟೇಶ್ವರ ದೇವಾಲಯದಲ್ಲಿ ಕಾಲ್ತುಳಿತ: 9 ಭಕ್ತರ ಸಾವು <box>46 1518 270 1609</box>
lead-body-2: ಪ್ರಶಸ್ತಿಗೆ ಸಾಧಕರನ್ನು ಆಯ್ಕೆ ಮಾಡುವುದು ಸುಲಭವಾಗಿರಲಿಲ್ಲ. ಒಂದೇ ವಿಭಾಗದಲ್ಲಿ ಒಬ್ಬರಿಗಿಂತ ಹೆಚ್ಚು ಸಾಧಕರ ಹೆಸರು ಇದ್ದ ಸಂದರ್ಭದಲ್ಲಿ ಮಸ್ಯೆ ಎದುರಾಗುತ್ತಿತ್ತು. ಮಾತ್ರ ಪ್ರಾದೇಶಿಕ, ಸಾಮಾಜಿಕ ನ್ಯಾಯದ ಕಾರಣಕ್ಕಾಗಿ ಆ ಅರ್ಹರಲ್ಲೇ ಒಬ್ಬರ ಹೆಸರನ್ನು ಅಂತಿಮಗೊಳಿಸಲಾಗಿದೆ ಎಂದರು. ಅಂತಿಮವಾಗಿ ಸಾಧಕರ ಹೆಸರನ್ನು ಪ್ರಕಟಮಾಡಿದಾಗ ಸಾರ್ವಜನಿಕರು ಹಾಗೂ ಮಾಧ್ಯಮಗಳು ಯಾವ ಸಾಧಕರ ಬಗ್ಗೆಯೂ ತಕರಾರು ಎತ್ತಿಲ್ಲ. ಹೀಗಾಗಿ ಅರ್ಹರಿಗೆ ಪ್ರಶಸ್ತಿ ಸಿಕ್ಕಿದೆ ಎಂದು ಭಾವಿಸುತ್ತೇನೆ. ಪ್ರಶಸ್ತಿ ಪುರಸ್ಕೃತರಾದ ಕೋಣಂದೂರು ಲಿಂಗಪ್ಪ ಅವರನ್ನು ಉಲ್ಲೇಖಿಸಿ ಸಮಾಜವಾದಿ ಹೋರಾಟದ ದಿನಗಳನ್ನು ಸ್ಮರಿಸಿದರು. ಕಾರ್ಯಕ್ರಮದಲ್ಲಿ ಉಪ ಮುಖ್ಯಮಂತ್ರಿ ಡಿ.ಕೆ.ಶಿವಕುಮಾರ್, ಕನ್ನಡ ಮತ್ತು ಸಂಸ್ಕೃತಿ ಇಲಾಖೆ ಸಚಿವ ಶಿವರಾಜ್ ಎಸ್.ತಂಗಡಗಿ ಹಾಗೂ ಇತರರು ಇದ್ದರು. <box>481 1012 910 1201</box>
gtd-kicker: ನಾನು ಪಕ್ಷನಿಷ್ಠ - ಕಾಂಗ್ರೆಸ್‌ಗೆ ಹೋಗುವುದಿಲ್ಲ <box>315 1244 683 1275</box>
byline: ಸುದ್ದಿಮೂಲ ವಾರ್ತೆ <box>315 1809 393 1824</box>
dateline: ಮೈಸೂರು, ನ.1: <box>397 1416 467 1431</box>
hdk-body: ಸಾರ್ವಜನಿಕ ಗ್ರಂಥಾಲಯಗಳಿಗೆ ಕನ್ನಡ ಪುಸ್ತಕಗಳನ್ನು ಸಗಟಾಗಿ ಖರೀದಿ ಮಾಡಿ ಕನ್ನಡ ಲೇಖಕರನ್ನು ಪ್ರೋತ್ಸಾಹಿಸಬೇಕು ಎಂದು ಕೇಂದ್ರ ಸಚಿವರಾದ ಎಚ್.ಡಿ. ಕುಮಾರಸ್ವಾಮಿ ಅವರು ಮುಖ್ಯಮಂತ್ರಿ ಸಿದ್ದರಾಮಯ್ಯ ಅವರಿಗೆ ಪತ್ರ ಬರೆದಿದ್ದಾರೆ. ಕಳೆದ 4-5 ವರ್ಷಗಳಿಂದ ಸಾರ್ವಜನಿಕ ಗ್ರಂಥಾಲಯಗಳಿಗೆ ಕನ್ನಡ ಪುಸ್ತಕಗಳ ಖರೀದಿ ಆಗಿಲ್ಲ. ಇದರಿಂದ ಲೇಖಕರು ಮತ್ತು ಪ್ರಕಾಶಕರು ಸಂಕಷ್ಟಕ್ಕೆ ಸಿಲುಕಿದ್ದಾರೆ. ಕನ್ನಡ ರಾಜ್ಯೋತ್ಸವದ ಸಂದರ್ಭದಲ್ಲಿ ಸರ್ಕಾರ ಈ ಬಗ್ಗೆ ಗಮನ ಹರಿಸಿ ತಕ್ಷಣವೇ ಪುಸ್ತಕ ಖರೀದಿಗೆ ಕ್ರಮ ಕೈಗೊಳ್ಳಬೇಕು ಎಂದು ಅವರು ಮನವಿ ಮಾಡಿದ್ದಾರೆ. ನಾಡಿನಲ್ಲಿ ಓದುವ ಸಂಸ್ಕೃತಿ ಬೆಳೆಸಬೇಕು. ಯುವ ಜನರು ಪುಸ್ತಕಗಳ ಕಡೆ ಆಕರ್ಷಿತರಾಗುವಂತೆ ಮಾಡಬೇಕು. ಗ್ರಂಥಾಲಯಗಳು ಜ್ಞಾನ ಕೇಂದ್ರಗಳಾಗಬೇಕು ಎಂದು ಅವರು ಪತ್ರದಲ್ಲಿ ಉಲ್ಲೇಖಿಸಿದ್ದಾರೆ. <box>37 1943 285 2134</box>
award-photo-box <box>856 1847 1473 2178</box>
award-ceremony-photo <box>37 370 910 868</box>
newspaper-logo: ಸುದ್ದಿಮೂಲ <box>57 92 539 243</box>
divider <box>37 347 1468 354</box>
ai-body: ಕೃತಕ ಬುದ್ಧಿಮತ್ತೆ (ಎಐ) ಅಳವಡಿಕೆಯಿಂದ ಉಂಟಾಗುವ ಉದ್ಯೋಗ ನಷ್ಟವನ್ನು ತಪ್ಪಿಸಲು ಸರ್ಕಾರ ಬದ್ಧವಾಗಿದ್ದು ಹೊಸ ತಂತ್ರಜ್ಞಾನದ ಸವಾಲಿಗೆ ಕನ್ನಡ ಭಾಷೆಯನ್ನು ಅಭಿವೃದ್ಧಿಪಡಿಸಲು ತಂತ್ರಜ್ಞರು ಹಾಗೂ ವಿದ್ವಾಂಸರು ಮುಂದಾಗಬೇಕು ಎಂದು ಮುಖ್ಯಮಂತ್ರಿ ಸಿದ್ದರಾಮಯ್ಯ ಹೇಳಿದರು. ನಗರದ ಶ್ರೀ ಕಂಠೀರವ ಹೊರಾಂಗಣ ಕ್ರೀಡಾಂಗಣದಲ್ಲಿ ಶಾಲಾ ಶಿಕ್ಷಣ ಮತ್ತು ಸಾಕ್ಷರತಾ ಇಲಾಖೆ ಆಯೋಜಿಸಿದ್ದ 70ನೇ ಕರ್ನಾಟಕ ರಾಜ್ಯೋತ್ಸವ ಉದ್ಘಾಟಿಸಿ ಮಾತನಾಡಿದರು. ಕೊಂಡೊಯ್ಯಬೇಕಾಗಿದೆ. ಎಐ ತಂತ್ರಜ್ಞಾನದಿಂದ ರಾಜ್ಯದಲ್ಲಿ ಉದ್ಯೋಗ ನಷ್ಟ ಸಂಭವಿಸಬಹುದು ಎನ್ನುವ ಭೀತಿ ಎದುರಾಗಿದೆ. ಇದನ್ನು ತಪ್ಪಿಸಲು ಕನ್ನಡ ಭಾಷೆಯನ್ನು ಹೊಸ ತಂತ್ರಜ್ಞಾನಕ್ಕೆ ಒಗ್ಗಿಸಬೇಕಾಗಿದೆ ಇದಕ್ಕಾಗಿ ಎಲ್ಲರೂ ಸರ್ಕಾರದ ಜೊತೆ ಕೈಜೋಡಿಸಬೇಕು ಎಂದರು. 1956 ರಂದು ಏಕೀಕರಣಗೊಂಡ ನಮ್ಮ ಕರ್ನಾಟಕ ರಾಜ್ಯ ಉದಯವಾಗಿ ನವೆಂಬರ್ 1, 2025 ಕ್ಕೆ 69 ವರ್ಷ ಪೂರೈಸಿ 70 ನೇ ವರ್ಷಕ್ಕೆ ಕಾಲಿಡುತ್ತಿದೆ. ಈ ಸಂದರ್ಭದಲ್ಲಿ ಕರ್ನಾಟಕ ಏಕೀಕರಣಕ್ಕಾಗಿ ಹೋರಾಟ ನಡೆಸಿದ ಎಲ್ಲ ಮಹನೀಯರನ್ನು ಸ್ಮರಿಸಿಕೊಳ್ಳಬೇಕು. ಹೊರರಾಜ್ಯದವರು ಕನ್ನಡ ಕಲಿತರೂ ಕನ್ನಡಿಗರು ಬಳಸದಿದ್ದರೆ ಭಾಷೆ ಬೆಳೆಯುವುದಿಲ್ಲ. ಕನ್ನಡ ವಾತಾವರಣ ನಿರ್ಮಾಣ ಮಾಡಬೇಕು ಎಂದು ಕರೆ ನೀಡಿದರು. <box>856 1600 1210 1826</box>
rni-number: ◆ RNI No. KARKAN/2023/85361 <box>1012 323 1225 337</box>
issue: ◆ ಸಂಚಿಕೆ: 196 <box>172 323 243 337</box>
continued-link[interactable]: ● 2ನೇ ಪುಟಕ್ಕೆ <box>46 1481 275 1499</box>
city-raichur: ◆ ರಾಯಚೂರು <box>692 323 752 337</box>
dateline: ಬೆಂಗಳೂರು, ನ.01: <box>397 1809 483 1824</box>
